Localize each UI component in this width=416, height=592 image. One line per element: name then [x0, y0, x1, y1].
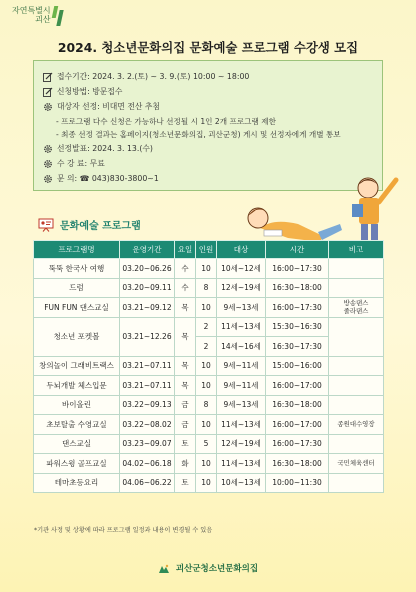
header-program: 프로그램명	[34, 241, 120, 259]
info-period: 접수기간: 2024. 3. 2.(토) ~ 3. 9.(토) 10:00 ~ 18:00	[43, 71, 249, 82]
info-target: 대상자 선정: 비대면 전산 추첨	[43, 101, 160, 112]
cell-capacity: 8	[196, 278, 217, 298]
cell-time: 16:00~17:30	[266, 298, 329, 318]
cell-capacity: 10	[196, 454, 217, 474]
table-row	[34, 278, 384, 298]
cell-program: 청소년 포켓볼	[34, 317, 120, 356]
cell-note: 방송댄스 줄라댄스	[329, 298, 384, 318]
footnote: *기관 사정 및 상황에 따라 프로그램 일정과 내용이 변경될 수 있음	[34, 527, 213, 534]
cell-target: 12세~19세	[217, 278, 266, 298]
section-heading	[38, 217, 141, 232]
cell-target: 11세~13세	[217, 317, 266, 337]
cell-capacity: 8	[196, 395, 217, 415]
cell-day: 목	[175, 376, 196, 396]
organization-logo-icon	[158, 564, 170, 574]
cell-program: 초보탈출 수영교실	[34, 415, 120, 435]
cell-period: 03.22~08.02	[120, 415, 175, 435]
cell-day: 토	[175, 434, 196, 454]
gear-icon	[43, 159, 53, 169]
header-day: 요일	[175, 241, 196, 259]
logo-line2: 괴산	[35, 15, 51, 24]
cell-time: 10:00~11:30	[266, 473, 329, 493]
cell-program: FUN FUN 댄스교실	[34, 298, 120, 318]
cell-target: 14세~16세	[217, 337, 266, 357]
table-row	[34, 298, 384, 318]
cell-period: 04.06~06.22	[120, 473, 175, 493]
info-target-note1: - 프로그램 다수 신청은 가능하나 선정될 시 1인 2개 프로그램 제한	[56, 117, 276, 126]
header-time: 시간	[266, 241, 329, 259]
cell-target: 11세~13세	[217, 415, 266, 435]
cell-target: 10세~13세	[217, 473, 266, 493]
header-period: 운영기간	[120, 241, 175, 259]
table-row	[34, 259, 384, 279]
header-note: 비고	[329, 241, 384, 259]
cell-day: 목	[175, 298, 196, 318]
table-row	[34, 473, 384, 493]
cell-capacity: 10	[196, 376, 217, 396]
cell-period: 03.21~09.12	[120, 298, 175, 318]
table-row	[34, 434, 384, 454]
cell-note	[329, 278, 384, 298]
students-illustration	[228, 158, 408, 248]
cell-time: 16:30~18:00	[266, 454, 329, 474]
header-capacity: 인원	[196, 241, 217, 259]
pencil-icon	[43, 72, 53, 82]
cell-time: 16:30~18:00	[266, 395, 329, 415]
cell-note: 종원대수영장	[329, 415, 384, 435]
cell-program: 드럼	[34, 278, 120, 298]
cell-note	[329, 473, 384, 493]
table-row	[34, 395, 384, 415]
cell-time: 16:00~17:00	[266, 376, 329, 396]
pencil-icon	[43, 87, 53, 97]
cell-time: 15:00~16:00	[266, 356, 329, 376]
cell-program: 두뇌개발 체스입문	[34, 376, 120, 396]
info-method: 신청방법: 방문접수	[43, 86, 122, 97]
table-row	[34, 317, 384, 337]
table-header-row	[34, 241, 384, 259]
page-title: 2024. 청소년문화의집 문화예술 프로그램 수강생 모집	[57, 40, 359, 55]
cell-note	[329, 356, 384, 376]
cell-time: 16:30~18:00	[266, 278, 329, 298]
cell-day: 목	[175, 317, 196, 356]
cell-target: 9세~11세	[217, 356, 266, 376]
cell-time: 16:30~17:30	[266, 337, 329, 357]
cell-note	[329, 317, 384, 356]
cell-note	[329, 376, 384, 396]
cell-day: 화	[175, 454, 196, 474]
table-row	[34, 376, 384, 396]
cell-target: 9세~13세	[217, 395, 266, 415]
cell-program: 파워스윙 골프교실	[34, 454, 120, 474]
cell-program: 테마초등요리	[34, 473, 120, 493]
cell-target: 11세~13세	[217, 454, 266, 474]
cell-note	[329, 259, 384, 279]
section-title: 문화예술 프로그램	[60, 221, 141, 232]
cell-target: 9세~11세	[217, 376, 266, 396]
county-logo	[12, 6, 63, 28]
cell-note: 국민체육센터	[329, 454, 384, 474]
info-contact: 문 의: ☎ 043)830-3800~1	[43, 173, 159, 184]
logo-line1: 자연특별시	[12, 6, 51, 15]
cell-period: 04.02~06.18	[120, 454, 175, 474]
cell-capacity: 10	[196, 415, 217, 435]
cell-period: 03.23~09.07	[120, 434, 175, 454]
info-target-note2: - 최종 선정 결과는 홈페이지(청소년문화의집, 괴산군청) 게시 및 선정자에게 개별 통보	[56, 130, 341, 139]
organization-footer	[0, 562, 416, 574]
cell-program: 창의놀이 그래비트랙스	[34, 356, 120, 376]
cell-period: 03.20~09.11	[120, 278, 175, 298]
info-fee: 수 강 료: 무료	[43, 158, 105, 169]
gear-icon	[43, 144, 53, 154]
cell-time: 15:30~16:30	[266, 317, 329, 337]
cell-time: 16:00~17:30	[266, 434, 329, 454]
cell-period: 03.20~06.26	[120, 259, 175, 279]
table-row	[34, 356, 384, 376]
cell-capacity: 2	[196, 337, 217, 357]
gear-icon	[43, 174, 53, 184]
cell-target: 12세~19세	[217, 434, 266, 454]
table-row	[34, 415, 384, 435]
cell-period: 03.21~07.11	[120, 356, 175, 376]
cell-target: 9세~13세	[217, 298, 266, 318]
cell-note	[329, 395, 384, 415]
program-table	[33, 240, 384, 493]
cell-day: 수	[175, 278, 196, 298]
cell-period: 03.22~09.13	[120, 395, 175, 415]
cell-capacity: 2	[196, 317, 217, 337]
logo-mark-icon	[53, 6, 63, 28]
cell-time: 16:00~17:30	[266, 259, 329, 279]
cell-capacity: 10	[196, 259, 217, 279]
cell-capacity: 10	[196, 298, 217, 318]
cell-day: 수	[175, 259, 196, 279]
cell-time: 16:00~17:00	[266, 415, 329, 435]
cell-day: 금	[175, 395, 196, 415]
cell-day: 목	[175, 356, 196, 376]
header-target: 대상	[217, 241, 266, 259]
cell-period: 03.21~12.26	[120, 317, 175, 356]
cell-note	[329, 434, 384, 454]
table-row	[34, 454, 384, 474]
organization-name: 괴산군청소년문화의집	[175, 564, 259, 574]
cell-program: 바이올린	[34, 395, 120, 415]
cell-program: 댄스교실	[34, 434, 120, 454]
cell-capacity: 10	[196, 356, 217, 376]
cell-target: 10세~12세	[217, 259, 266, 279]
cell-period: 03.21~07.11	[120, 376, 175, 396]
info-announce: 선정발표: 2024. 3. 13.(수)	[43, 143, 153, 154]
cell-program: 뚝뚝 한국사 여행	[34, 259, 120, 279]
gear-icon	[43, 102, 53, 112]
cell-capacity: 5	[196, 434, 217, 454]
cell-day: 금	[175, 415, 196, 435]
cell-capacity: 10	[196, 473, 217, 493]
presentation-board-icon	[38, 218, 54, 232]
cell-day: 토	[175, 473, 196, 493]
